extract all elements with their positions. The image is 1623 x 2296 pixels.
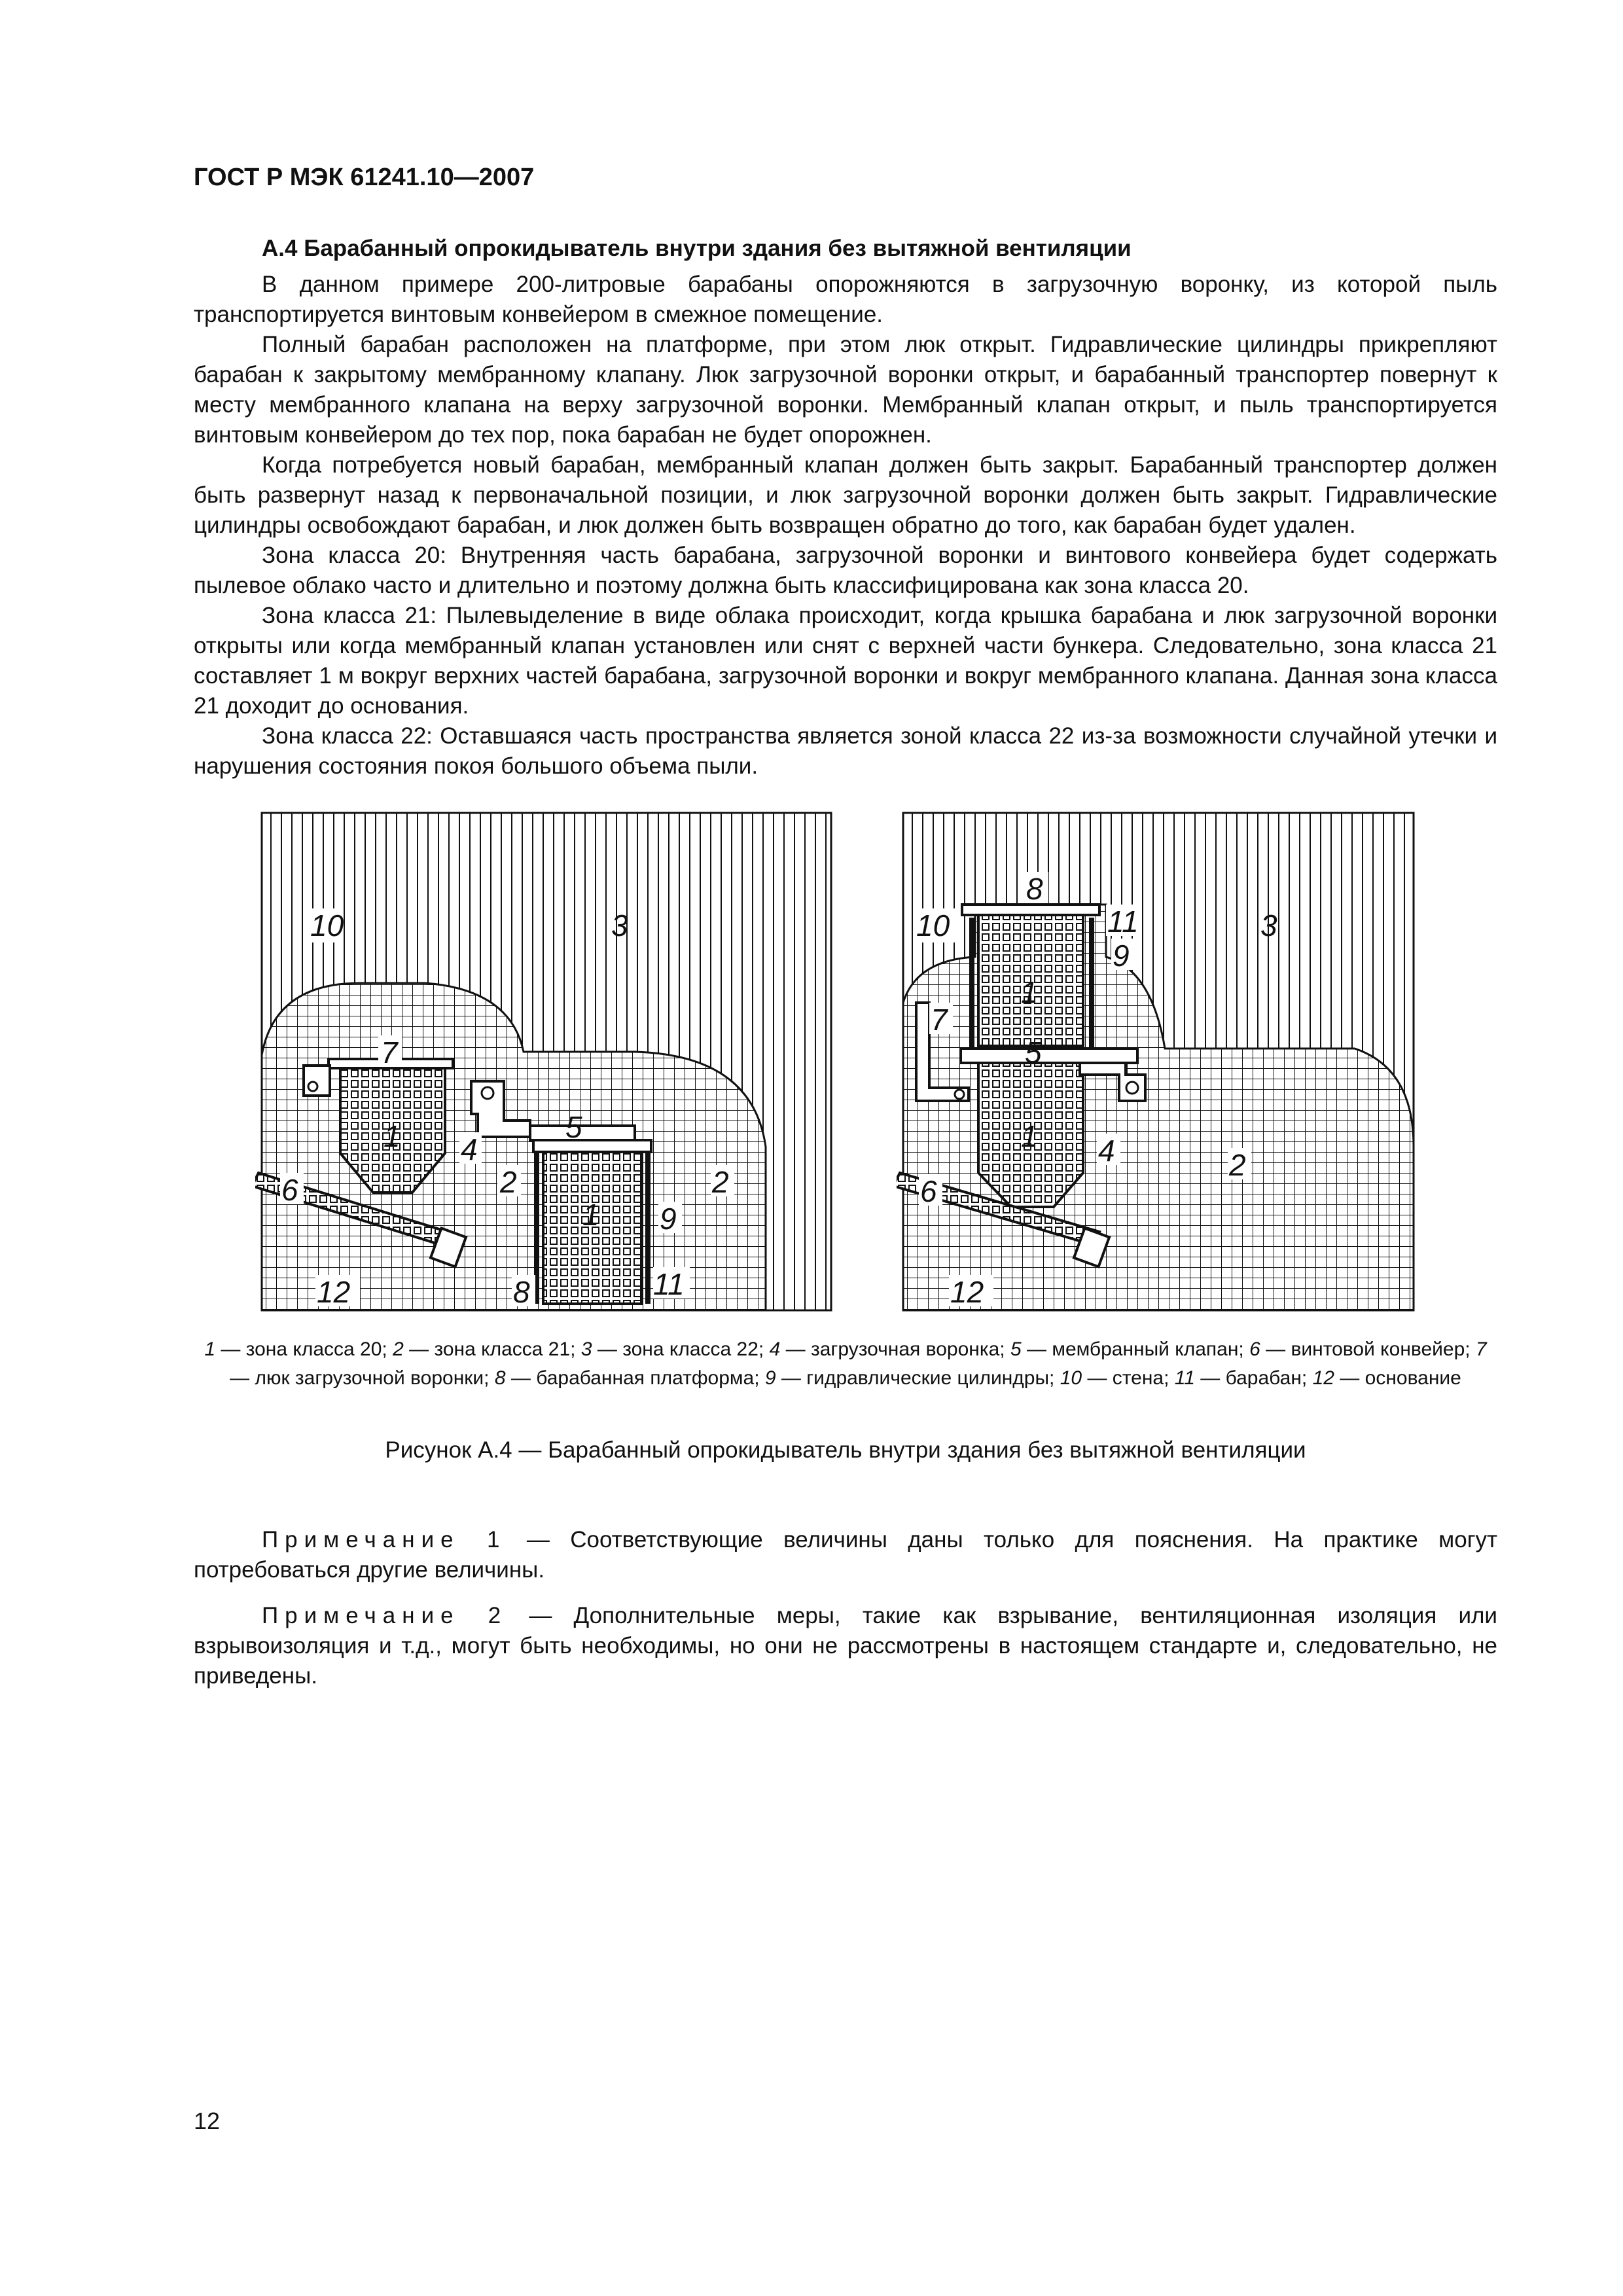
notes [194, 1525, 1497, 1707]
right-diagram [897, 806, 1420, 1317]
legend-text: — зона класса 20; [215, 1338, 393, 1360]
legend-number: 10 [1060, 1367, 1082, 1389]
hinge-pin [955, 1090, 964, 1099]
label-2: 2 [1229, 1148, 1246, 1182]
figure-legend [194, 1335, 1497, 1393]
note [194, 1601, 1497, 1691]
label-2: 2 [500, 1165, 517, 1199]
label-1: 1 [1021, 1119, 1038, 1153]
label-11: 11 [1107, 905, 1139, 939]
paragraph: Полный барабан расположен на платформе, при этом люк открыт. Гидравлические цилиндры прикрепляют барабан к закрытому мембранному клапану. Люк загрузочной воронки открыт, и барабанный транспортер повернут к месту мембранного клапана на верху загрузочной воронки. Мембранный клапан открыт, и пыль транспортируется винтовым конвейером до тех пор, пока барабан не будет опорожнен. [194, 332, 1497, 448]
document-header: ГОСТ Р МЭК 61241.10—2007 [194, 164, 535, 191]
legend-number: 4 [769, 1338, 781, 1360]
label-8: 8 [1026, 872, 1043, 906]
label-11: 11 [653, 1267, 685, 1301]
legend-number: 5 [1010, 1338, 1022, 1360]
label-10: 10 [916, 908, 950, 942]
legend-number: 1 [204, 1338, 215, 1360]
hinge-pin [308, 1082, 317, 1091]
note-label: Примечание 2 [262, 1603, 508, 1628]
label-9: 9 [660, 1202, 677, 1236]
label-5: 5 [1025, 1035, 1042, 1069]
arm-pivot [482, 1087, 493, 1099]
legend-number: 8 [494, 1367, 506, 1389]
label-4: 4 [1098, 1134, 1115, 1168]
label-3: 3 [611, 908, 628, 942]
label-12: 12 [317, 1275, 351, 1309]
legend-text: — мембранный клапан; [1021, 1338, 1250, 1360]
legend-text: — зона класса 22; [592, 1338, 770, 1360]
legend-number: 3 [580, 1338, 592, 1360]
label-6: 6 [920, 1174, 937, 1208]
legend-text: — зона класса 21; [403, 1338, 581, 1360]
section-title: А.4 Барабанный опрокидыватель внутри здания без вытяжной вентиляции [262, 236, 1132, 261]
note-label: Примечание 1 [262, 1527, 507, 1552]
drum-platform [533, 1140, 651, 1152]
label-2: 2 [712, 1165, 729, 1199]
label-10: 10 [310, 908, 344, 942]
legend-text: — винтовой конвейер; [1260, 1338, 1476, 1360]
paragraph: Зона класса 21: Пылевыделение в виде облака происходит, когда крышка барабана и люк загрузочной воронки открыты или когда мембранный клапан установлен или снят с верхней части бункера. Следовательно, зона класса 21 составляет 1 м вокруг верхних частей барабана, загрузочной воронки и вокруг мембранного клапана. Данная зона класса 21 доходит до основания. [194, 603, 1497, 719]
legend-text: — гидравлические цилиндры; [776, 1367, 1060, 1389]
note-text: — Соответствующие величины даны только для пояснения. На практике могут потребоваться другие величины. [194, 1527, 1497, 1583]
paragraph: Когда потребуется новый барабан, мембранный клапан должен быть закрыт. Барабанный транспортер должен быть развернут назад к первоначальной позиции, и люк загрузочной воронки должен быть закрыт. Гидравлические цилиндры освобождают барабан, и люк должен быть возвращен обратно до того, как барабан будет удален. [194, 452, 1497, 538]
label-5: 5 [565, 1110, 582, 1144]
hatch-hinge [304, 1066, 330, 1096]
legend-number: 7 [1475, 1338, 1487, 1360]
paragraph: В данном примере 200-литровые барабаны опорожняются в загрузочную воронку, из которой пыль транспортируется винтовым конвейером в смежное помещение. [194, 272, 1497, 327]
legend-number: 12 [1312, 1367, 1334, 1389]
membrane-valve [530, 1126, 635, 1140]
figure-title: Рисунок А.4 — Барабанный опрокидыватель внутри здания без вытяжной вентиляции [385, 1437, 1306, 1463]
label-1: 1 [1021, 975, 1038, 1009]
left-diagram [255, 806, 838, 1317]
label-7: 7 [931, 1003, 948, 1037]
figure-a4 [255, 806, 1420, 1317]
page-number: 12 [194, 2108, 221, 2134]
legend-text: — загрузочная воронка; [780, 1338, 1010, 1360]
label-8: 8 [513, 1275, 530, 1309]
legend-text: — стена; [1082, 1367, 1175, 1389]
legend-text: — барабан; [1194, 1367, 1313, 1389]
note [194, 1525, 1497, 1585]
membrane-valve [961, 1049, 1137, 1063]
label-9: 9 [1113, 939, 1130, 973]
body-text [194, 270, 1497, 781]
label-1: 1 [383, 1119, 401, 1153]
legend-number: 2 [393, 1338, 404, 1360]
legend-number: 6 [1249, 1338, 1260, 1360]
legend-text: — барабанная платформа; [505, 1367, 765, 1389]
legend-text: — люк загрузочной воронки; [230, 1367, 495, 1389]
label-6: 6 [281, 1173, 298, 1207]
note-text: — Дополнительные меры, такие как взрывание, вентиляционная изоляция или взрывоизоляция и т.д., могут быть необходимы, но они не рассмотрены в настоящем стандарте и, следовательно, не приведены. [194, 1603, 1497, 1689]
paragraph: Зона класса 22: Оставшаяся часть пространства является зоной класса 22 из-за возможности случайной утечки и нарушения состояния покоя большого объема пыли. [194, 723, 1497, 779]
label-4: 4 [461, 1132, 478, 1166]
label-12: 12 [950, 1275, 984, 1309]
arm-pivot [1126, 1082, 1138, 1094]
drum-platform [962, 905, 1099, 915]
label-7: 7 [381, 1035, 398, 1069]
legend-number: 11 [1174, 1367, 1195, 1389]
label-3: 3 [1260, 908, 1277, 942]
legend-text: — основание [1334, 1367, 1461, 1389]
paragraph: Зона класса 20: Внутренняя часть барабана, загрузочной воронки и винтового конвейера будет содержать пылевое облако часто и длительно и поэтому должна быть классифицирована как зона класса 20. [194, 543, 1497, 598]
label-1: 1 [582, 1198, 599, 1232]
legend-number: 9 [764, 1367, 776, 1389]
